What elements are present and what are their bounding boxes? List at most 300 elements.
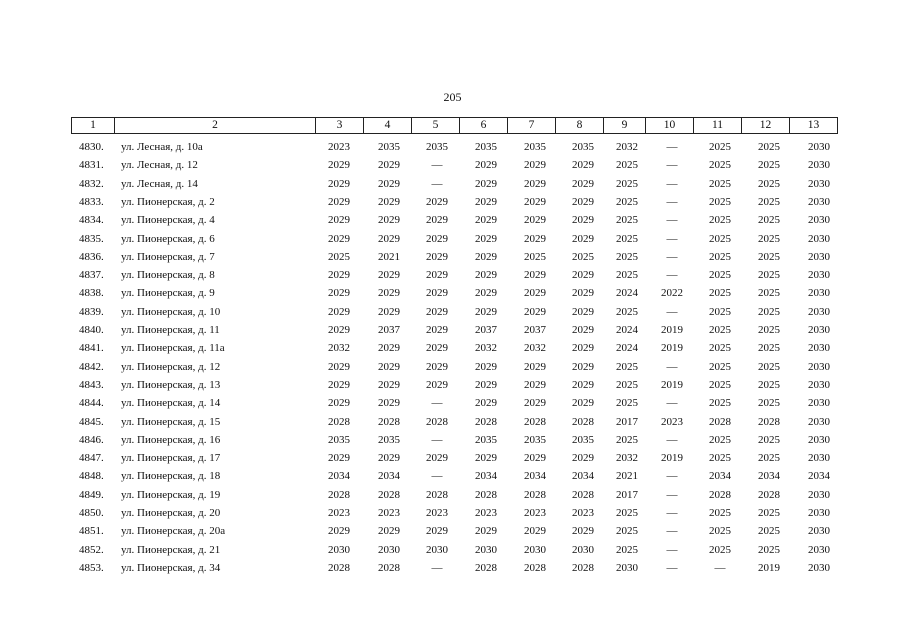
row-address: ул. Лесная, д. 12 — [121, 159, 198, 172]
row-value-col-13: 2030 — [808, 177, 830, 190]
row-value-col-5: 2035 — [426, 141, 448, 153]
row-value-col-11: 2025 — [709, 177, 731, 190]
row-value-col-7: 2028 — [524, 488, 546, 501]
row-value-col-13: 2030 — [808, 214, 830, 227]
row-value-col-5: 2029 — [426, 305, 448, 318]
row-value-col-10: — — [666, 561, 678, 574]
row-value-col-7: 2029 — [524, 378, 546, 391]
row-value-col-9: 2025 — [616, 214, 638, 227]
row-value-col-3: 2029 — [328, 177, 350, 190]
row-value-col-7: 2032 — [524, 342, 546, 355]
row-value-col-10: 2019 — [661, 378, 683, 391]
row-value-col-13: 2030 — [808, 360, 830, 373]
row-value-col-8: 2029 — [572, 397, 594, 410]
row-value-col-11: 2028 — [709, 488, 731, 501]
row-value-col-8: 2028 — [572, 561, 594, 574]
row-value-col-8: 2034 — [572, 470, 594, 483]
row-value-col-11: 2025 — [709, 195, 731, 208]
row-value-col-4: 2023 — [378, 507, 400, 519]
header-cell-13: 13 — [790, 117, 838, 134]
row-value-col-9: 2025 — [616, 525, 638, 538]
table-row — [0, 284, 905, 302]
row-value-col-6: 2029 — [475, 452, 497, 465]
table-row — [0, 266, 905, 284]
header-cell-7: 7 — [508, 117, 556, 134]
row-value-col-3: 2035 — [328, 433, 350, 446]
row-value-col-8: 2030 — [572, 543, 594, 556]
row-value-col-3: 2029 — [328, 269, 350, 282]
table-row — [0, 486, 905, 504]
header-cell-9: 9 — [604, 117, 646, 134]
row-value-col-11: 2025 — [709, 305, 731, 318]
row-value-col-8: 2029 — [572, 159, 594, 172]
row-value-col-8: 2029 — [572, 269, 594, 282]
row-value-col-10: — — [666, 141, 678, 153]
row-value-col-8: 2029 — [572, 214, 594, 227]
row-value-col-6: 2029 — [475, 397, 497, 410]
row-value-col-7: 2030 — [524, 543, 546, 556]
row-value-col-7: 2029 — [524, 525, 546, 538]
row-value-col-9: 2025 — [616, 269, 638, 282]
row-value-col-11: 2025 — [709, 433, 731, 446]
row-value-col-3: 2029 — [328, 287, 350, 300]
table-row — [0, 248, 905, 266]
row-value-col-11: 2025 — [709, 214, 731, 227]
row-value-col-5: — — [431, 177, 443, 190]
table-row — [0, 376, 905, 394]
row-value-col-9: 2025 — [616, 397, 638, 410]
row-value-col-11: 2025 — [709, 543, 731, 556]
page-number: 205 — [443, 90, 462, 104]
row-value-col-12: 2025 — [758, 507, 780, 519]
row-value-col-8: 2028 — [572, 488, 594, 501]
row-value-col-13: 2034 — [808, 470, 830, 483]
row-value-col-13: 2030 — [808, 488, 830, 501]
row-value-col-4: 2029 — [378, 214, 400, 227]
row-value-col-4: 2029 — [378, 305, 400, 318]
table-header — [71, 117, 838, 134]
table-row — [0, 230, 905, 248]
row-value-col-10: 2022 — [661, 287, 683, 300]
row-value-col-11: 2025 — [709, 507, 731, 519]
row-number: 4841. — [79, 342, 104, 355]
row-value-col-3: 2029 — [328, 214, 350, 227]
row-value-col-13: 2030 — [808, 305, 830, 318]
row-value-col-9: 2025 — [616, 177, 638, 190]
row-value-col-6: 2029 — [475, 214, 497, 227]
row-value-col-12: 2025 — [758, 397, 780, 410]
row-address: ул. Пионерская, д. 17 — [121, 452, 221, 465]
row-number: 4853. — [79, 561, 104, 574]
row-number: 4836. — [79, 250, 104, 263]
row-value-col-4: 2029 — [378, 177, 400, 190]
row-value-col-11: 2025 — [709, 378, 731, 391]
row-value-col-5: — — [431, 397, 443, 410]
row-value-col-9: 2025 — [616, 305, 638, 318]
row-value-col-5: — — [431, 561, 443, 574]
row-value-col-9: 2024 — [616, 342, 638, 355]
row-value-col-10: — — [666, 433, 678, 446]
row-value-col-3: 2030 — [328, 543, 350, 556]
row-address: ул. Пионерская, д. 34 — [121, 561, 221, 574]
table-row — [0, 449, 905, 467]
row-address: ул. Пионерская, д. 20 — [121, 507, 221, 519]
row-value-col-13: 2030 — [808, 287, 830, 300]
row-number: 4843. — [79, 378, 104, 391]
row-address: ул. Пионерская, д. 7 — [121, 250, 215, 263]
row-value-col-13: 2030 — [808, 452, 830, 465]
row-value-col-12: 2025 — [758, 525, 780, 538]
header-cell-4: 4 — [364, 117, 412, 134]
row-address: ул. Пионерская, д. 19 — [121, 488, 221, 501]
row-value-col-3: 2029 — [328, 397, 350, 410]
row-value-col-5: 2030 — [426, 543, 448, 556]
row-value-col-3: 2029 — [328, 378, 350, 391]
row-value-col-13: 2030 — [808, 269, 830, 282]
row-number: 4849. — [79, 488, 104, 501]
row-value-col-4: 2029 — [378, 360, 400, 373]
row-value-col-3: 2028 — [328, 415, 350, 428]
row-value-col-13: 2030 — [808, 232, 830, 245]
row-address: ул. Пионерская, д. 9 — [121, 287, 215, 300]
row-value-col-5: 2028 — [426, 415, 448, 428]
table-row — [0, 467, 905, 485]
row-number: 4839. — [79, 305, 104, 318]
row-value-col-10: — — [666, 525, 678, 538]
row-value-col-4: 2029 — [378, 287, 400, 300]
row-number: 4850. — [79, 507, 104, 519]
row-value-col-6: 2023 — [475, 507, 497, 519]
row-value-col-12: 2025 — [758, 250, 780, 263]
row-value-col-4: 2029 — [378, 525, 400, 538]
table-row — [0, 211, 905, 229]
row-value-col-3: 2025 — [328, 250, 350, 263]
row-value-col-9: 2025 — [616, 232, 638, 245]
row-value-col-3: 2023 — [328, 507, 350, 519]
row-value-col-3: 2028 — [328, 488, 350, 501]
row-value-col-7: 2037 — [524, 324, 546, 336]
row-number: 4834. — [79, 214, 104, 227]
row-value-col-13: 2030 — [808, 507, 830, 519]
row-address: ул. Пионерская, д. 8 — [121, 269, 215, 282]
row-value-col-10: — — [666, 269, 678, 282]
row-value-col-9: 2024 — [616, 287, 638, 300]
row-value-col-13: 2030 — [808, 141, 830, 153]
row-value-col-8: 2029 — [572, 177, 594, 190]
row-value-col-5: 2029 — [426, 269, 448, 282]
row-address: ул. Пионерская, д. 14 — [121, 397, 221, 410]
row-value-col-4: 2029 — [378, 195, 400, 208]
row-value-col-5: 2029 — [426, 525, 448, 538]
row-value-col-4: 2034 — [378, 470, 400, 483]
row-value-col-4: 2028 — [378, 488, 400, 501]
row-value-col-6: 2029 — [475, 305, 497, 318]
row-value-col-12: 2025 — [758, 214, 780, 227]
table-row — [0, 193, 905, 211]
row-value-col-5: 2029 — [426, 360, 448, 373]
row-value-col-12: 2034 — [758, 470, 780, 483]
row-value-col-10: — — [666, 195, 678, 208]
row-value-col-10: — — [666, 488, 678, 501]
row-address: ул. Пионерская, д. 6 — [121, 232, 215, 245]
row-number: 4845. — [79, 415, 104, 428]
row-address: ул. Лесная, д. 10а — [121, 141, 203, 153]
header-cell-3: 3 — [316, 117, 364, 134]
row-value-col-10: 2019 — [661, 324, 683, 336]
row-value-col-13: 2030 — [808, 415, 830, 428]
table-row — [0, 522, 905, 540]
row-value-col-12: 2025 — [758, 269, 780, 282]
row-value-col-9: 2032 — [616, 452, 638, 465]
header-cell-11: 11 — [694, 117, 742, 134]
row-number: 4846. — [79, 433, 104, 446]
row-value-col-12: 2025 — [758, 177, 780, 190]
row-value-col-3: 2029 — [328, 305, 350, 318]
row-address: ул. Пионерская, д. 20а — [121, 525, 226, 538]
row-value-col-4: 2029 — [378, 159, 400, 172]
row-value-col-9: 2017 — [616, 415, 638, 428]
row-value-col-6: 2029 — [475, 269, 497, 282]
row-value-col-7: 2029 — [524, 360, 546, 373]
row-value-col-6: 2029 — [475, 378, 497, 391]
row-value-col-8: 2028 — [572, 415, 594, 428]
row-value-col-6: 2029 — [475, 525, 497, 538]
row-value-col-7: 2029 — [524, 287, 546, 300]
row-address: ул. Пионерская, д. 13 — [121, 378, 221, 391]
row-value-col-13: 2030 — [808, 195, 830, 208]
row-value-col-11: 2025 — [709, 324, 731, 336]
row-value-col-7: 2035 — [524, 141, 546, 153]
row-value-col-3: 2032 — [328, 342, 350, 355]
row-value-col-11: 2025 — [709, 397, 731, 410]
row-value-col-7: 2029 — [524, 305, 546, 318]
row-value-col-7: 2029 — [524, 195, 546, 208]
row-number: 4851. — [79, 525, 104, 538]
row-value-col-4: 2035 — [378, 433, 400, 446]
row-value-col-12: 2025 — [758, 324, 780, 336]
row-value-col-13: 2030 — [808, 342, 830, 355]
table-row — [0, 303, 905, 321]
row-value-col-6: 2028 — [475, 488, 497, 501]
table-row — [0, 431, 905, 449]
row-value-col-11: 2025 — [709, 287, 731, 300]
row-value-col-5: — — [431, 433, 443, 446]
row-address: ул. Лесная, д. 14 — [121, 177, 198, 190]
row-value-col-12: 2025 — [758, 543, 780, 556]
row-value-col-13: 2030 — [808, 433, 830, 446]
row-value-col-8: 2029 — [572, 378, 594, 391]
row-value-col-12: 2025 — [758, 342, 780, 355]
row-value-col-12: 2025 — [758, 195, 780, 208]
row-address: ул. Пионерская, д. 16 — [121, 433, 221, 446]
header-cell-6: 6 — [460, 117, 508, 134]
row-value-col-6: 2029 — [475, 159, 497, 172]
row-value-col-7: 2029 — [524, 159, 546, 172]
row-value-col-11: 2025 — [709, 452, 731, 465]
row-number: 4835. — [79, 232, 104, 245]
table-row — [0, 413, 905, 431]
row-value-col-12: 2028 — [758, 488, 780, 501]
row-value-col-10: — — [666, 507, 678, 519]
row-value-col-8: 2029 — [572, 324, 594, 336]
row-value-col-12: 2028 — [758, 415, 780, 428]
row-value-col-12: 2025 — [758, 452, 780, 465]
table-row — [0, 504, 905, 522]
row-value-col-10: 2023 — [661, 415, 683, 428]
row-value-col-6: 2029 — [475, 195, 497, 208]
row-number: 4844. — [79, 397, 104, 410]
row-number: 4842. — [79, 360, 104, 373]
table-row — [0, 394, 905, 412]
row-value-col-5: 2029 — [426, 232, 448, 245]
row-value-col-6: 2028 — [475, 561, 497, 574]
row-value-col-11: 2034 — [709, 470, 731, 483]
row-value-col-9: 2025 — [616, 159, 638, 172]
row-value-col-3: 2029 — [328, 159, 350, 172]
row-value-col-10: — — [666, 397, 678, 410]
header-cell-2: 2 — [115, 117, 316, 134]
row-value-col-11: 2025 — [709, 525, 731, 538]
row-value-col-5: 2029 — [426, 250, 448, 263]
row-value-col-9: 2032 — [616, 141, 638, 153]
row-address: ул. Пионерская, д. 12 — [121, 360, 221, 373]
row-value-col-8: 2029 — [572, 195, 594, 208]
header-cell-8: 8 — [556, 117, 604, 134]
row-value-col-8: 2025 — [572, 250, 594, 263]
row-value-col-6: 2029 — [475, 287, 497, 300]
row-value-col-10: — — [666, 470, 678, 483]
table-row — [0, 559, 905, 577]
row-value-col-9: 2025 — [616, 250, 638, 263]
table-row — [0, 358, 905, 376]
row-value-col-13: 2030 — [808, 324, 830, 336]
row-value-col-3: 2029 — [328, 195, 350, 208]
row-value-col-7: 2028 — [524, 415, 546, 428]
row-value-col-9: 2025 — [616, 195, 638, 208]
row-value-col-11: 2025 — [709, 159, 731, 172]
row-value-col-5: 2029 — [426, 452, 448, 465]
row-value-col-7: 2029 — [524, 397, 546, 410]
row-number: 4840. — [79, 324, 104, 336]
row-number: 4837. — [79, 269, 104, 282]
row-value-col-12: 2025 — [758, 141, 780, 153]
row-value-col-13: 2030 — [808, 561, 830, 574]
row-value-col-3: 2023 — [328, 141, 350, 153]
row-value-col-6: 2029 — [475, 360, 497, 373]
row-value-col-4: 2029 — [378, 232, 400, 245]
table-row — [0, 156, 905, 174]
row-value-col-9: 2024 — [616, 324, 638, 336]
row-value-col-10: — — [666, 177, 678, 190]
row-number: 4831. — [79, 159, 104, 172]
row-value-col-6: 2028 — [475, 415, 497, 428]
row-number: 4832. — [79, 177, 104, 190]
header-cell-1: 1 — [71, 117, 115, 134]
row-value-col-10: 2019 — [661, 342, 683, 355]
row-value-col-12: 2025 — [758, 360, 780, 373]
row-value-col-8: 2029 — [572, 232, 594, 245]
row-value-col-5: 2028 — [426, 488, 448, 501]
row-value-col-5: — — [431, 159, 443, 172]
row-value-col-6: 2030 — [475, 543, 497, 556]
row-address: ул. Пионерская, д. 18 — [121, 470, 221, 483]
row-value-col-5: 2029 — [426, 324, 448, 336]
row-value-col-13: 2030 — [808, 378, 830, 391]
row-value-col-11: 2025 — [709, 342, 731, 355]
row-number: 4848. — [79, 470, 104, 483]
row-value-col-12: 2019 — [758, 561, 780, 574]
row-value-col-8: 2029 — [572, 360, 594, 373]
row-value-col-13: 2030 — [808, 543, 830, 556]
row-value-col-8: 2035 — [572, 433, 594, 446]
row-value-col-10: — — [666, 232, 678, 245]
row-value-col-6: 2032 — [475, 342, 497, 355]
row-value-col-4: 2028 — [378, 415, 400, 428]
row-value-col-7: 2023 — [524, 507, 546, 519]
row-address: ул. Пионерская, д. 15 — [121, 415, 221, 428]
row-value-col-7: 2035 — [524, 433, 546, 446]
row-value-col-4: 2029 — [378, 269, 400, 282]
row-value-col-6: 2029 — [475, 250, 497, 263]
row-value-col-9: 2025 — [616, 360, 638, 373]
row-value-col-9: 2030 — [616, 561, 638, 574]
row-value-col-12: 2025 — [758, 232, 780, 245]
row-value-col-9: 2017 — [616, 488, 638, 501]
row-value-col-11: 2025 — [709, 141, 731, 153]
row-value-col-5: 2029 — [426, 214, 448, 227]
row-value-col-12: 2025 — [758, 305, 780, 318]
table-row — [0, 321, 905, 339]
row-address: ул. Пионерская, д. 11 — [121, 324, 220, 336]
table-row — [0, 138, 905, 156]
row-value-col-7: 2029 — [524, 214, 546, 227]
row-value-col-9: 2025 — [616, 543, 638, 556]
row-value-col-7: 2029 — [524, 452, 546, 465]
row-value-col-9: 2025 — [616, 378, 638, 391]
row-value-col-6: 2035 — [475, 433, 497, 446]
row-value-col-4: 2029 — [378, 397, 400, 410]
row-value-col-4: 2021 — [378, 250, 400, 263]
row-value-col-7: 2029 — [524, 269, 546, 282]
row-value-col-12: 2025 — [758, 378, 780, 391]
row-value-col-13: 2030 — [808, 397, 830, 410]
row-number: 4838. — [79, 287, 104, 300]
table-row — [0, 339, 905, 357]
row-value-col-11: — — [714, 561, 726, 574]
row-value-col-6: 2029 — [475, 232, 497, 245]
row-value-col-6: 2034 — [475, 470, 497, 483]
row-value-col-10: — — [666, 543, 678, 556]
row-value-col-3: 2028 — [328, 561, 350, 574]
row-value-col-12: 2025 — [758, 287, 780, 300]
row-value-col-4: 2028 — [378, 561, 400, 574]
row-value-col-9: 2021 — [616, 470, 638, 483]
row-value-col-8: 2023 — [572, 507, 594, 519]
row-address: ул. Пионерская, д. 21 — [121, 543, 221, 556]
header-cell-12: 12 — [742, 117, 790, 134]
table-row — [0, 175, 905, 193]
row-value-col-9: 2025 — [616, 433, 638, 446]
row-value-col-8: 2029 — [572, 287, 594, 300]
row-value-col-3: 2029 — [328, 324, 350, 336]
row-value-col-10: — — [666, 250, 678, 263]
row-value-col-4: 2029 — [378, 342, 400, 355]
row-value-col-11: 2025 — [709, 269, 731, 282]
row-value-col-5: 2029 — [426, 378, 448, 391]
row-value-col-3: 2029 — [328, 452, 350, 465]
row-value-col-3: 2029 — [328, 232, 350, 245]
row-value-col-4: 2029 — [378, 378, 400, 391]
